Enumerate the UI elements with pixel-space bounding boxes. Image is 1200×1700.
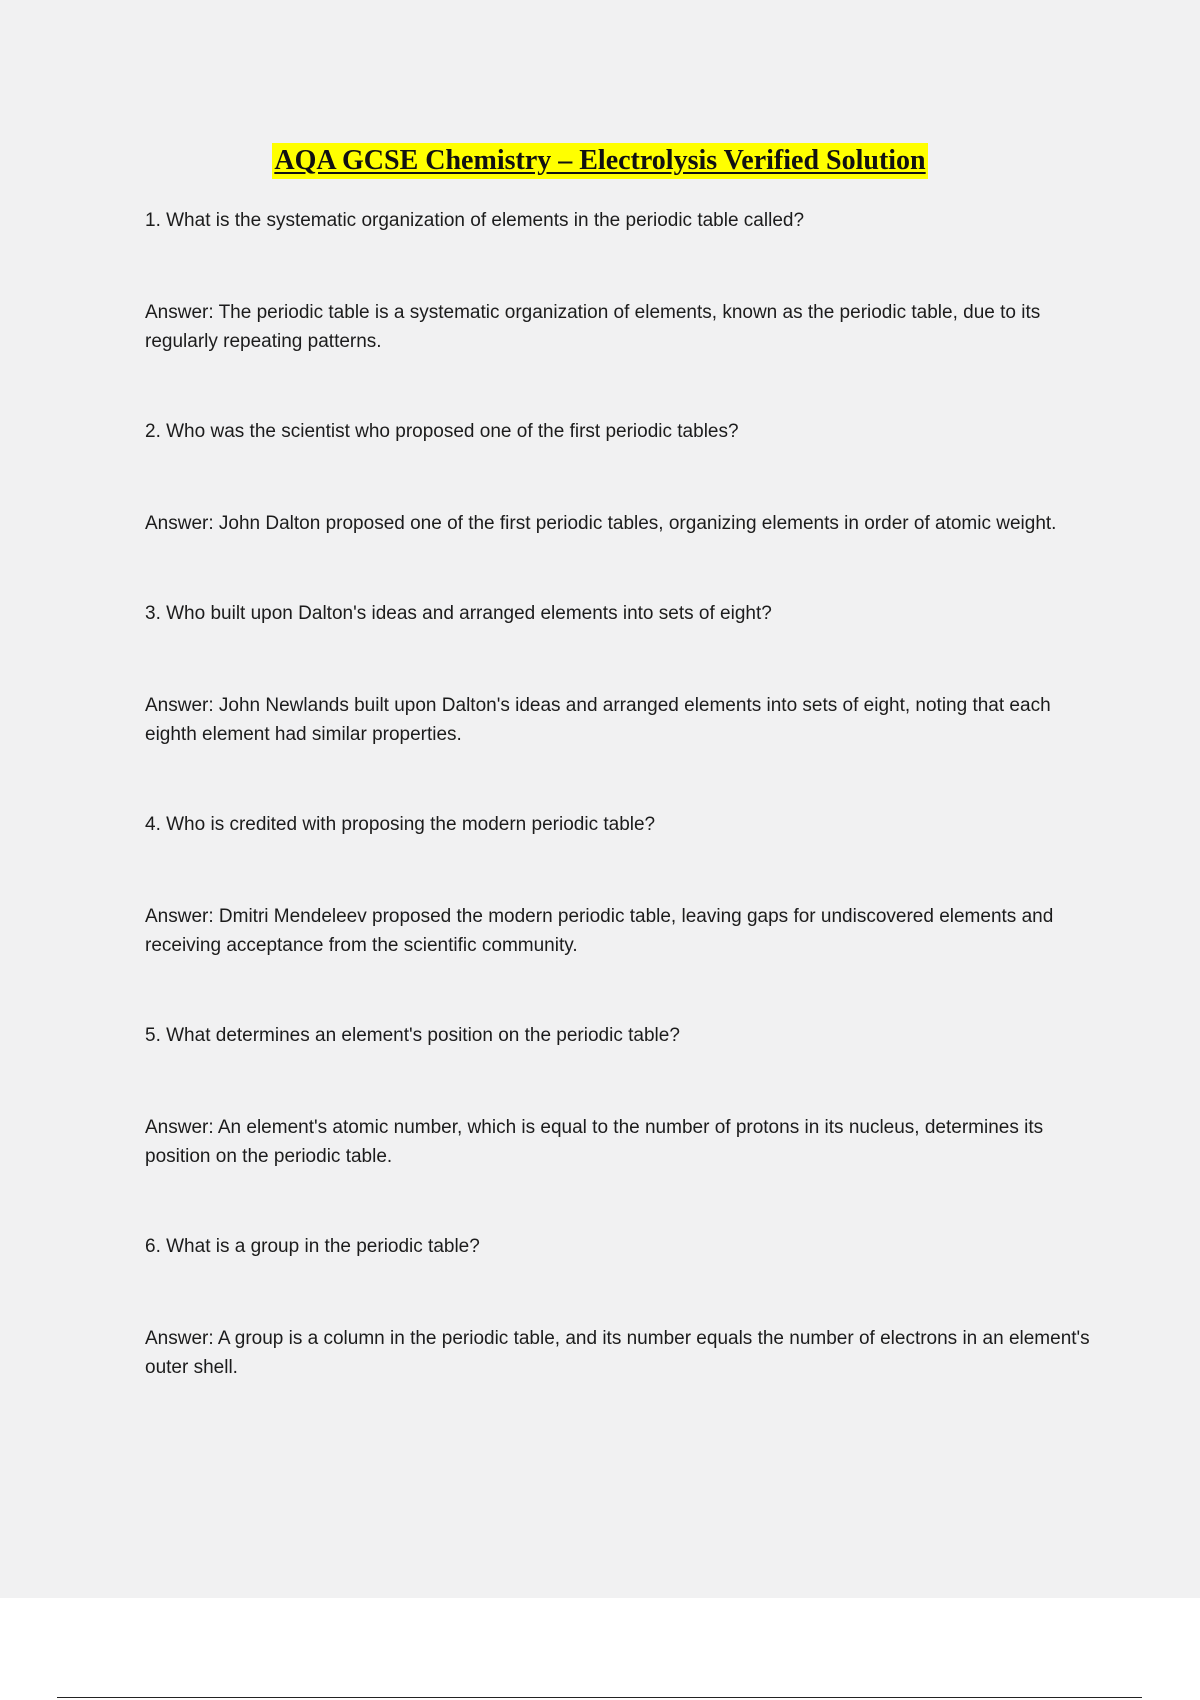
answer-text: Answer: An element's atomic number, which is equal to the number of protons in its nucleus, determines its position on the periodic table. [145, 1117, 1044, 1167]
answer-text: Answer: John Dalton proposed one of the first periodic tables, organizing elements in order of atomic weight. [145, 513, 1057, 534]
question-text: 2. Who was the scientist who proposed one of the first periodic tables? [145, 421, 739, 442]
question-text: 3. Who built upon Dalton's ideas and arranged elements into sets of eight? [145, 603, 772, 624]
question-text: 6. What is a group in the periodic table? [145, 1236, 480, 1257]
qa-list [145, 207, 1095, 1382]
qa-item [145, 207, 1095, 356]
page-title: AQA GCSE Chemistry – Electrolysis Verified Solution [272, 143, 927, 179]
qa-item [145, 811, 1095, 960]
qa-item [145, 600, 1095, 749]
qa-item [145, 418, 1095, 538]
answer-text: Answer: The periodic table is a systematic organization of elements, known as the periodic table, due to its regularly repeating patterns. [145, 302, 1041, 352]
title-container [0, 143, 1200, 179]
answer-text: Answer: Dmitri Mendeleev proposed the modern periodic table, leaving gaps for undiscovered elements and receiving acceptance from the scientific community. [145, 906, 1054, 956]
qa-item [145, 1022, 1095, 1171]
qa-item [145, 1233, 1095, 1382]
question-text: 4. Who is credited with proposing the modern periodic table? [145, 814, 656, 835]
footer-divider [57, 1697, 1142, 1698]
answer-text: Answer: A group is a column in the periodic table, and its number equals the number of electrons in an element's outer shell. [145, 1328, 1090, 1378]
answer-text: Answer: John Newlands built upon Dalton's ideas and arranged elements into sets of eight, noting that each eighth element had similar properties. [145, 695, 1051, 745]
question-text: 1. What is the systematic organization of elements in the periodic table called? [145, 210, 805, 231]
question-text: 5. What determines an element's position on the periodic table? [145, 1025, 680, 1046]
